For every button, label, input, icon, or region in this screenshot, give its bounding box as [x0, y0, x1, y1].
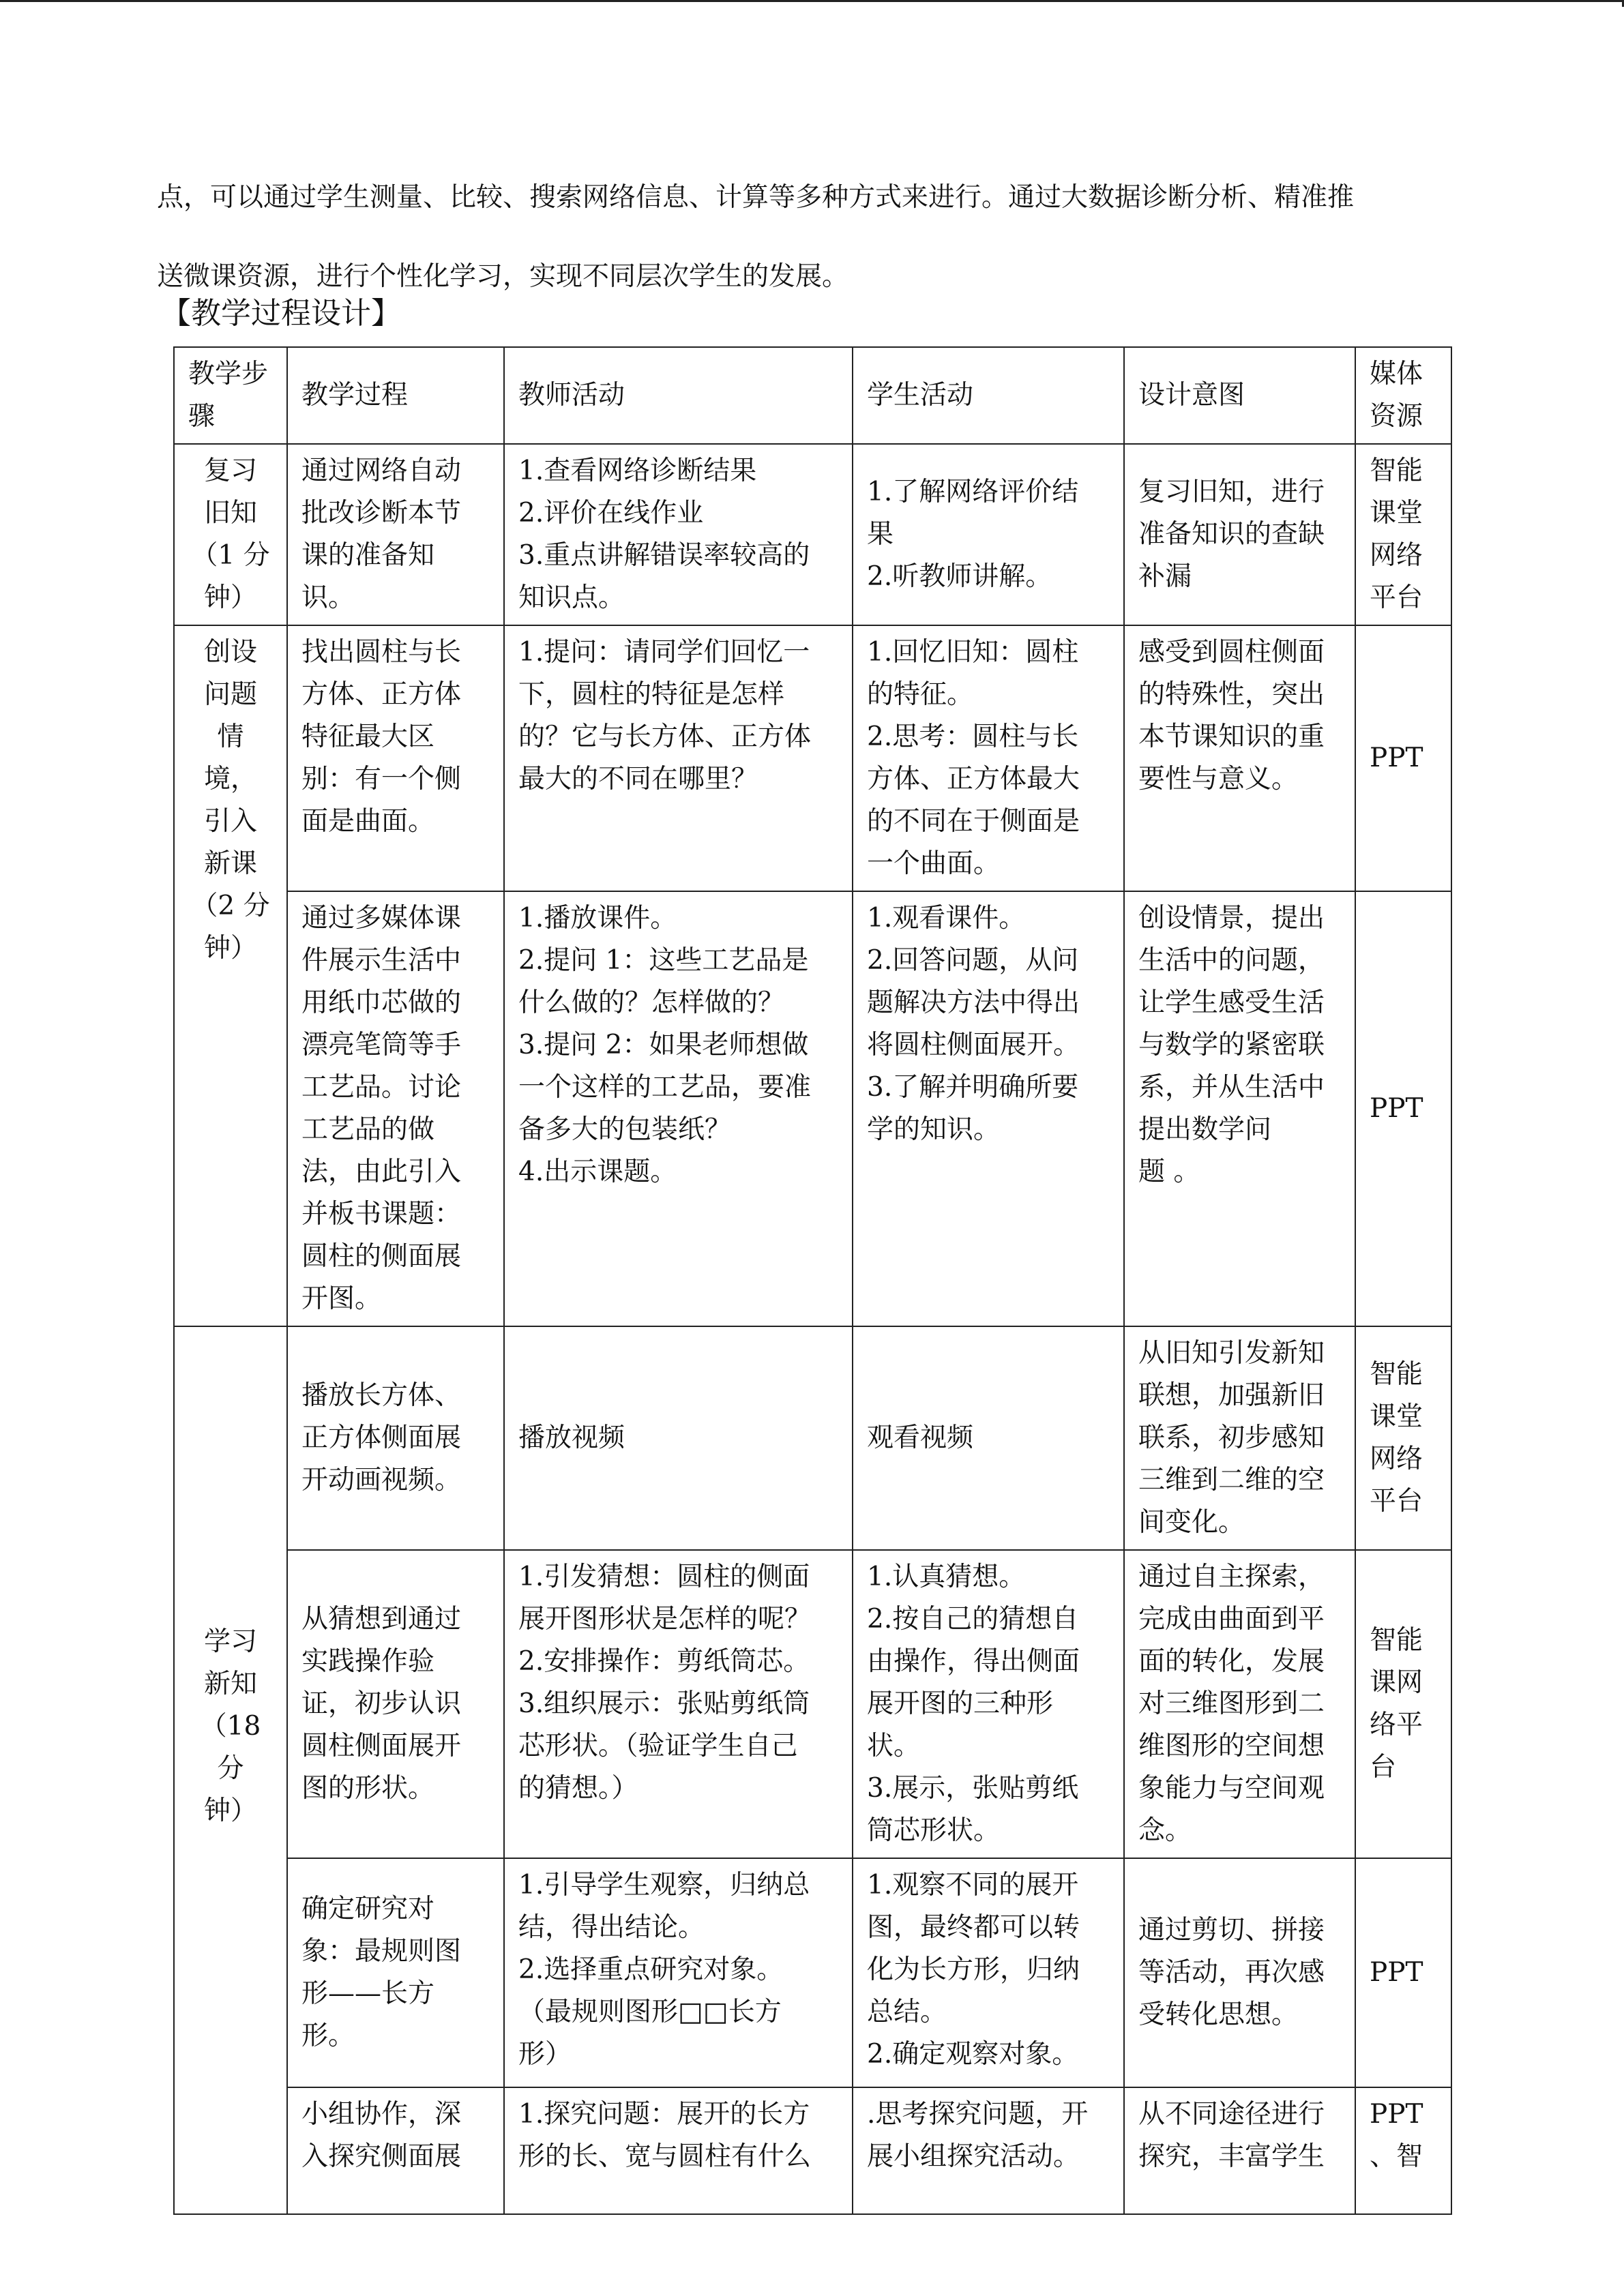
process-cell — [287, 2087, 504, 2214]
cell-line: 3.了解并明确所要 — [867, 1072, 1079, 1103]
cell-line: 2.按自己的猜想自 — [867, 1604, 1079, 1635]
cell-line: 方体、正方体最大 — [867, 764, 1080, 794]
media-cell — [1355, 1858, 1451, 2087]
student-cell — [853, 2087, 1124, 2214]
table-row — [174, 891, 1451, 1326]
cell-line: 识。 — [301, 582, 355, 613]
cell-line: 形的长、宽与圆柱有什么 — [518, 2141, 812, 2172]
cell-line: 络平 — [1370, 1710, 1423, 1740]
cell-line: 联想，加强新旧 — [1138, 1380, 1325, 1411]
cell-line: .思考探究问题，开 — [867, 2099, 1089, 2130]
cell-line: 下，圆柱的特征是怎样 — [518, 679, 785, 710]
header-label: 媒体资源 — [1370, 359, 1423, 432]
header-label: 设计意图 — [1138, 380, 1245, 411]
cell-line: 要性与意义。 — [1138, 764, 1299, 794]
process-cell — [287, 891, 504, 1326]
cell-line: 智能 — [1370, 456, 1423, 486]
cell-line: 题 。 — [1138, 1157, 1200, 1187]
cell-line: 平台 — [1370, 582, 1423, 613]
cell-line: 件展示生活中 — [301, 945, 462, 976]
cell-line: 完成由曲面到平 — [1138, 1604, 1325, 1635]
cell-line: 通过剪切、拼接 — [1138, 1915, 1325, 1945]
cell-line: 让学生感受生活 — [1138, 987, 1325, 1018]
cell-line: 批改诊断本节 — [301, 498, 462, 528]
teacher-cell — [504, 1326, 853, 1550]
cell-line: 2.确定观察对象。 — [867, 2039, 1079, 2070]
header-cell-process — [287, 347, 504, 444]
cell-line: 2.安排操作：剪纸筒芯。 — [518, 1646, 810, 1677]
cell-line: 形——长方 — [301, 1978, 435, 2009]
cell-line: 对三维图形到二 — [1138, 1688, 1325, 1719]
step-line: 复习 — [203, 456, 257, 486]
cell-line: 3.提问 2：如果老师想做 — [518, 1030, 809, 1060]
cell-line: 课的准备知 — [301, 540, 435, 571]
header-label: 学生活动 — [867, 380, 974, 411]
table-row — [174, 1326, 1451, 1550]
cell-line: 方体、正方体 — [301, 679, 462, 710]
process-cell — [287, 1550, 504, 1858]
cell-line: 2.听教师讲解。 — [867, 561, 1052, 592]
step-line: 境， — [203, 764, 257, 794]
cell-line: 题解决方法中得出 — [867, 987, 1080, 1018]
cell-line: 找出圆柱与长 — [301, 637, 462, 668]
step-cell-review — [174, 444, 287, 625]
cell-line: 间变化。 — [1138, 1507, 1245, 1538]
step-line: 分 — [217, 1753, 244, 1784]
intro-line: 送微课资源，进行个性化学习，实现不同层次学生的发展。 — [157, 261, 849, 292]
cell-line: 由操作，得出侧面 — [867, 1646, 1080, 1677]
cell-line: 2.评价在线作业 — [518, 498, 704, 528]
cell-line: 最大的不同在哪里？ — [518, 764, 758, 794]
step-line: 旧知 — [203, 498, 257, 528]
cell-line: 通过自主探索， — [1138, 1562, 1325, 1592]
cell-line: 入探究侧面展 — [301, 2141, 462, 2172]
cell-line: 2.选择重点研究对象。 — [518, 1954, 784, 1985]
cell-line: 工艺品。讨论 — [301, 1072, 462, 1103]
table-row — [174, 444, 1451, 625]
cell-line: 三维到二维的空 — [1138, 1465, 1325, 1495]
cell-line: 探究，丰富学生 — [1138, 2141, 1325, 2172]
cell-line: 展开图形状是怎样的呢？ — [518, 1604, 812, 1635]
table-row — [174, 2087, 1451, 2214]
intent-cell — [1124, 891, 1355, 1326]
cell-line: PPT — [1370, 743, 1423, 773]
cell-line: 象：最规则图 — [301, 1936, 462, 1967]
cell-line: 提出数学问 — [1138, 1114, 1272, 1145]
media-cell — [1355, 891, 1451, 1326]
intent-cell — [1124, 625, 1355, 891]
cell-line: 感受到圆柱侧面 — [1138, 637, 1325, 668]
cell-line: 智能 — [1370, 1359, 1423, 1390]
cell-line: 1.播放课件。 — [518, 903, 677, 934]
table-row — [174, 1550, 1451, 1858]
header-label: 教师活动 — [518, 380, 625, 411]
teacher-cell — [504, 891, 853, 1326]
step-cell-create — [174, 625, 287, 1326]
cell-line: 筒芯形状。 — [867, 1815, 1001, 1846]
teacher-cell — [504, 444, 853, 625]
media-cell — [1355, 625, 1451, 891]
cell-line: 4.出示课题。 — [518, 1157, 677, 1187]
cell-line: 的猜想。） — [518, 1773, 638, 1804]
cell-line: 化为长方形，归纳 — [867, 1954, 1080, 1985]
cell-line: 通过多媒体课 — [301, 903, 462, 934]
media-cell — [1355, 1550, 1451, 1858]
cell-line: 什么做的？怎样做的？ — [518, 987, 785, 1018]
cell-line: 实践操作验 — [301, 1646, 435, 1677]
cell-line: 本节课知识的重 — [1138, 721, 1325, 752]
lesson-process-table — [173, 346, 1452, 2215]
cell-line: 补漏 — [1138, 561, 1192, 592]
process-cell — [287, 1858, 504, 2087]
cell-line: 面是曲面。 — [301, 806, 435, 837]
cell-line: 漂亮笔筒等手 — [301, 1030, 462, 1060]
header-label: 教学步骤 — [188, 359, 269, 432]
header-cell-intent — [1124, 347, 1355, 444]
process-cell — [287, 444, 504, 625]
intent-cell — [1124, 1858, 1355, 2087]
cell-line: 念。 — [1138, 1815, 1192, 1846]
teacher-cell — [504, 2087, 853, 2214]
cell-line: 维图形的空间想 — [1138, 1731, 1325, 1761]
intent-cell — [1124, 1326, 1355, 1550]
cell-line: 总结。 — [867, 1997, 947, 2027]
student-cell — [853, 1858, 1124, 2087]
cell-line: 复习旧知，进行 — [1138, 477, 1325, 507]
cell-line: 别：有一个侧 — [301, 764, 462, 794]
cell-line: 特征最大区 — [301, 721, 435, 752]
cell-line: 1.探究问题：展开的长方 — [518, 2099, 810, 2130]
cell-line: 与数学的紧密联 — [1138, 1030, 1325, 1060]
step-line: 问题 — [203, 679, 257, 710]
cell-line: 一个曲面。 — [867, 848, 1001, 879]
student-cell — [853, 1326, 1124, 1550]
process-cell — [287, 625, 504, 891]
cell-line: 工艺品的做 — [301, 1114, 435, 1145]
cell-line: 1.提问：请同学们回忆一 — [518, 637, 810, 668]
cell-line: 3.重点讲解错误率较高的 — [518, 540, 810, 571]
cell-line: 的特征。 — [867, 679, 974, 710]
cell-line: 证，初步认识 — [301, 1688, 462, 1719]
step-line: 新课 — [203, 848, 257, 879]
cell-line: 1.查看网络诊断结果 — [518, 456, 757, 486]
cell-line: 状。 — [867, 1731, 921, 1761]
cell-line: 网络 — [1370, 1444, 1423, 1474]
page-top-rule — [0, 0, 1624, 2]
cell-line: 备多大的包装纸？ — [518, 1114, 732, 1145]
step-line: 创设 — [203, 637, 257, 668]
cell-line: 展开图的三种形 — [867, 1688, 1054, 1719]
cell-line: 、智 — [1370, 2141, 1423, 2172]
cell-line: 形。 — [301, 2021, 355, 2051]
cell-line: 象能力与空间观 — [1138, 1773, 1325, 1804]
cell-line: 等活动，再次感 — [1138, 1957, 1325, 1988]
cell-line: 1.回忆旧知：圆柱 — [867, 637, 1079, 668]
cell-line: 从旧知引发新知 — [1138, 1338, 1325, 1369]
intro-line: 点，可以通过学生测量、比较、搜索网络信息、计算等多种方式来进行。通过大数据诊断分析、精准推 — [157, 182, 1355, 213]
cell-line: 从猜想到通过 — [301, 1604, 462, 1635]
cell-line: 智能 — [1370, 1625, 1423, 1656]
cell-line: 1.认真猜想。 — [867, 1562, 1026, 1592]
cell-line: （最规则图形□□长方 — [518, 1997, 782, 2027]
cell-line: 网络 — [1370, 540, 1423, 571]
table-row — [174, 625, 1451, 891]
cell-line: 3.展示，张贴剪纸 — [867, 1773, 1079, 1804]
teacher-cell — [504, 625, 853, 891]
step-line: 学习 — [203, 1626, 257, 1657]
cell-line: 播放长方体、 — [301, 1380, 462, 1411]
cell-line: 课堂 — [1370, 1401, 1423, 1432]
cell-line: 通过网络自动 — [301, 456, 462, 486]
step-line: 新知 — [203, 1669, 257, 1699]
cell-line: 1.观察不同的展开 — [867, 1870, 1079, 1900]
cell-line: 生活中的问题， — [1138, 945, 1325, 976]
cell-line: 观看视频 — [867, 1422, 974, 1453]
cell-line: 图的形状。 — [301, 1773, 435, 1804]
media-cell — [1355, 444, 1451, 625]
intent-cell — [1124, 1550, 1355, 1858]
intent-cell — [1124, 2087, 1355, 2214]
teacher-cell — [504, 1550, 853, 1858]
student-cell — [853, 625, 1124, 891]
cell-line: 1.引发猜想：圆柱的侧面 — [518, 1562, 810, 1592]
cell-line: 播放视频 — [518, 1422, 625, 1453]
cell-line: 1.了解网络评价结 — [867, 477, 1079, 507]
step-line: （1 分 — [191, 540, 270, 571]
media-cell — [1355, 1326, 1451, 1550]
cell-line: 受转化思想。 — [1138, 1999, 1299, 2030]
cell-line: 法，由此引入 — [301, 1157, 462, 1187]
section-heading: 【教学过程设计】 — [161, 296, 401, 331]
cell-line: 圆柱侧面展开 — [301, 1731, 462, 1761]
header-cell-teacher — [504, 347, 853, 444]
header-label: 教学过程 — [301, 380, 409, 411]
student-cell — [853, 444, 1124, 625]
step-cell-learn — [174, 1326, 287, 2214]
cell-line: PPT — [1370, 1957, 1423, 1988]
table-header-row — [174, 347, 1451, 444]
cell-line: 创设情景，提出 — [1138, 903, 1325, 934]
step-line: 钟） — [203, 1795, 257, 1826]
cell-line: 2.思考：圆柱与长 — [867, 721, 1079, 752]
step-line: 引入 — [203, 806, 257, 837]
process-cell — [287, 1326, 504, 1550]
step-line: 情 — [217, 721, 244, 752]
header-cell-step — [174, 347, 287, 444]
step-line: （18 — [200, 1711, 261, 1742]
cell-line: 小组协作，深 — [301, 2099, 462, 2130]
cell-line: 面的转化，发展 — [1138, 1646, 1325, 1677]
cell-line: 用纸巾芯做的 — [301, 987, 462, 1018]
cell-line: 一个这样的工艺品，要准 — [518, 1072, 812, 1103]
step-line: 钟） — [203, 933, 257, 964]
header-cell-media — [1355, 347, 1451, 444]
cell-line: PPT — [1370, 2099, 1423, 2130]
cell-line: 的？它与长方体、正方体 — [518, 721, 812, 752]
cell-line: 课堂 — [1370, 498, 1423, 528]
cell-line: 的不同在于侧面是 — [867, 806, 1080, 837]
step-line: （2 分 — [191, 891, 270, 921]
cell-line: 台 — [1370, 1752, 1397, 1783]
intent-cell — [1124, 444, 1355, 625]
cell-line: 1.引导学生观察，归纳总 — [518, 1870, 810, 1900]
cell-line: 将圆柱侧面展开。 — [867, 1030, 1080, 1060]
cell-line: 并板书课题： — [301, 1199, 462, 1229]
step-line: 钟） — [203, 582, 257, 613]
cell-line: 联系，初步感知 — [1138, 1422, 1325, 1453]
cell-line: 芯形状。（验证学生自己 — [518, 1731, 798, 1761]
cell-line: 准备知识的查缺 — [1138, 519, 1325, 550]
cell-line: 1.观看课件。 — [867, 903, 1026, 934]
cell-line: 学的知识。 — [867, 1114, 1001, 1145]
student-cell — [853, 891, 1124, 1326]
cell-line: 2.回答问题，从问 — [867, 945, 1079, 976]
cell-line: 圆柱的侧面展 — [301, 1241, 462, 1272]
cell-line: 果 — [867, 519, 894, 550]
cell-line: 系，并从生活中 — [1138, 1072, 1325, 1103]
table-row — [174, 1858, 1451, 2087]
cell-line: 展小组探究活动。 — [867, 2141, 1080, 2172]
cell-line: PPT — [1370, 1093, 1423, 1124]
cell-line: 知识点。 — [518, 582, 625, 613]
teacher-cell — [504, 1858, 853, 2087]
cell-line: 图，最终都可以转 — [867, 1912, 1080, 1943]
cell-line: 结，得出结论。 — [518, 1912, 705, 1943]
header-cell-student — [853, 347, 1124, 444]
media-cell — [1355, 2087, 1451, 2214]
cell-line: 的特殊性，突出 — [1138, 679, 1325, 710]
cell-line: 确定研究对 — [301, 1894, 435, 1924]
cell-line: 3.组织展示：张贴剪纸筒 — [518, 1688, 810, 1719]
cell-line: 开动画视频。 — [301, 1465, 462, 1495]
cell-line: 平台 — [1370, 1486, 1423, 1517]
cell-line: 从不同途径进行 — [1138, 2099, 1325, 2130]
cell-line: 2.提问 1：这些工艺品是 — [518, 945, 809, 976]
student-cell — [853, 1550, 1124, 1858]
cell-line: 课网 — [1370, 1667, 1423, 1698]
cell-line: 开图。 — [301, 1283, 382, 1314]
cell-line: 正方体侧面展 — [301, 1422, 462, 1453]
cell-line: 形） — [518, 2039, 572, 2070]
